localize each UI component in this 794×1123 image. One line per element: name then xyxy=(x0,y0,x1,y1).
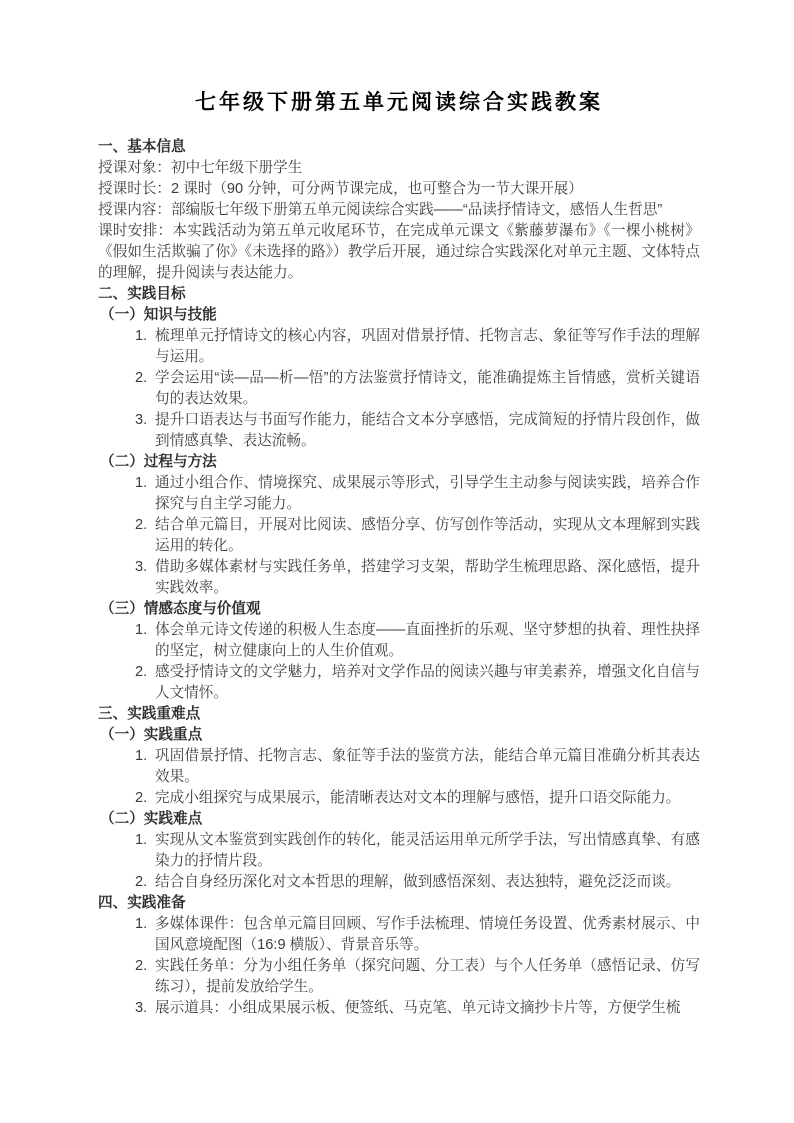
list-item-number: 1. xyxy=(135,748,148,764)
list-item xyxy=(98,788,700,809)
list-item xyxy=(98,830,700,872)
list-item-number: 2. xyxy=(135,790,148,806)
list-item-text: 梳理单元抒情诗文的核心内容，巩固对借景抒情、托物言志、象征等写作手法的理解与运用。 xyxy=(155,328,700,365)
section-heading-preparation: 四、实践准备 xyxy=(98,895,186,911)
list-item xyxy=(98,872,700,893)
subsection-heading-process-methods: （二）过程与方法 xyxy=(100,454,217,470)
paragraph-teaching-duration: 授课时长：2 课时（90 分钟，可分两节课完成，也可整合为一节大课开展） xyxy=(98,181,583,197)
list-item xyxy=(98,326,700,368)
list-item-text: 体会单元诗文传递的积极人生态度——直面挫折的乐观、坚守梦想的执着、理性抉择的坚定，树立健康向上的人生价值观。 xyxy=(155,622,700,659)
subsection-heading-focus: （一）实践重点 xyxy=(100,727,203,743)
list-item-text: 借助多媒体素材与实践任务单，搭建学习支架，帮助学生梳理思路、深化感悟，提升实践效率。 xyxy=(155,559,700,596)
list-item-text: 展示道具：小组成果展示板、便签纸、马克笔、单元诗文摘抄卡片等，方便学生梳 xyxy=(155,1000,681,1016)
list-item xyxy=(98,956,700,998)
list-item xyxy=(98,557,700,599)
list-item-number: 3. xyxy=(135,559,148,575)
list-item xyxy=(98,368,700,410)
subsection-heading-knowledge-skills: （一）知识与技能 xyxy=(100,307,217,323)
subsection-heading-emotion-values: （三）情感态度与价值观 xyxy=(100,601,261,617)
list-item-text: 通过小组合作、情境探究、成果展示等形式，引导学生主动参与阅读实践，培养合作探究与自主学习能力。 xyxy=(155,475,700,512)
list-item xyxy=(98,746,700,788)
list-item xyxy=(98,410,700,452)
list-item xyxy=(98,515,700,557)
list-item-number: 2. xyxy=(135,664,148,680)
paragraph-teaching-target: 授课对象：初中七年级下册学生 xyxy=(98,160,303,176)
list-item xyxy=(98,914,700,956)
paragraph-lesson-arrangement: 课时安排：本实践活动为第五单元收尾环节，在完成单元课文《紫藤萝瀑布》《一棵小桃树》《假如生活欺骗了你》《未选择的路》）教学后开展，通过综合实践深化对单元主题、文体特点的理解，提升阅读与表达能力。 xyxy=(98,223,700,281)
list-item-text: 学会运用“读—品—析—悟”的方法鉴赏抒情诗文，能准确提炼主旨情感，赏析关键语句的表达效果。 xyxy=(155,370,700,407)
list-item-text: 结合单元篇目，开展对比阅读、感悟分享、仿写创作等活动，实现从文本理解到实践运用的转化。 xyxy=(155,517,700,554)
document-title: 七年级下册第五单元阅读综合实践教案 xyxy=(195,91,603,114)
list-item-number: 1. xyxy=(135,475,148,491)
list-item-text: 完成小组探究与成果展示，能清晰表达对文本的理解与感悟，提升口语交际能力。 xyxy=(155,790,681,806)
list-item-text: 多媒体课件：包含单元篇目回顾、写作手法梳理、情境任务设置、优秀素材展示、中国风意境配图（16:9 横版）、背景音乐等。 xyxy=(155,916,700,953)
list-item-number: 1. xyxy=(135,622,148,638)
list-item-number: 1. xyxy=(135,328,148,344)
list-item-number: 3. xyxy=(135,1000,148,1016)
list-item-number: 2. xyxy=(135,370,148,386)
paragraph-teaching-content: 授课内容：部编版七年级下册第五单元阅读综合实践——“品读抒情诗文，感悟人生哲思” xyxy=(98,202,663,218)
list-item xyxy=(98,998,700,1019)
list-item-text: 巩固借景抒情、托物言志、象征等手法的鉴赏方法，能结合单元篇目准确分析其表达效果。 xyxy=(155,748,700,785)
list-item-number: 1. xyxy=(135,916,148,932)
list-item xyxy=(98,473,700,515)
section-heading-key-points: 三、实践重难点 xyxy=(98,706,201,722)
list-item-text: 实现从文本鉴赏到实践创作的转化，能灵活运用单元所学手法，写出情感真挚、有感染力的抒情片段。 xyxy=(155,832,700,869)
list-item-number: 1. xyxy=(135,832,148,848)
list-item-number: 3. xyxy=(135,412,148,428)
list-item-number: 2. xyxy=(135,958,148,974)
list-item xyxy=(98,662,700,704)
list-item-text: 提升口语表达与书面写作能力，能结合文本分享感悟，完成简短的抒情片段创作，做到情感真挚、表达流畅。 xyxy=(155,412,700,449)
section-heading-basic-info: 一、基本信息 xyxy=(98,139,186,155)
list-item xyxy=(98,620,700,662)
subsection-heading-difficulty: （二）实践难点 xyxy=(100,811,203,827)
list-item-text: 实践任务单：分为小组任务单（探究问题、分工表）与个人任务单（感悟记录、仿写练习），提前发放给学生。 xyxy=(155,958,700,995)
list-item-text: 结合自身经历深化对文本哲思的理解，做到感悟深刻、表达独特，避免泛泛而谈。 xyxy=(155,874,681,890)
list-item-number: 2. xyxy=(135,874,148,890)
list-item-text: 感受抒情诗文的文学魅力，培养对文学作品的阅读兴趣与审美素养，增强文化自信与人文情怀。 xyxy=(155,664,700,701)
section-heading-goals: 二、实践目标 xyxy=(98,286,186,302)
list-item-number: 2. xyxy=(135,517,148,533)
